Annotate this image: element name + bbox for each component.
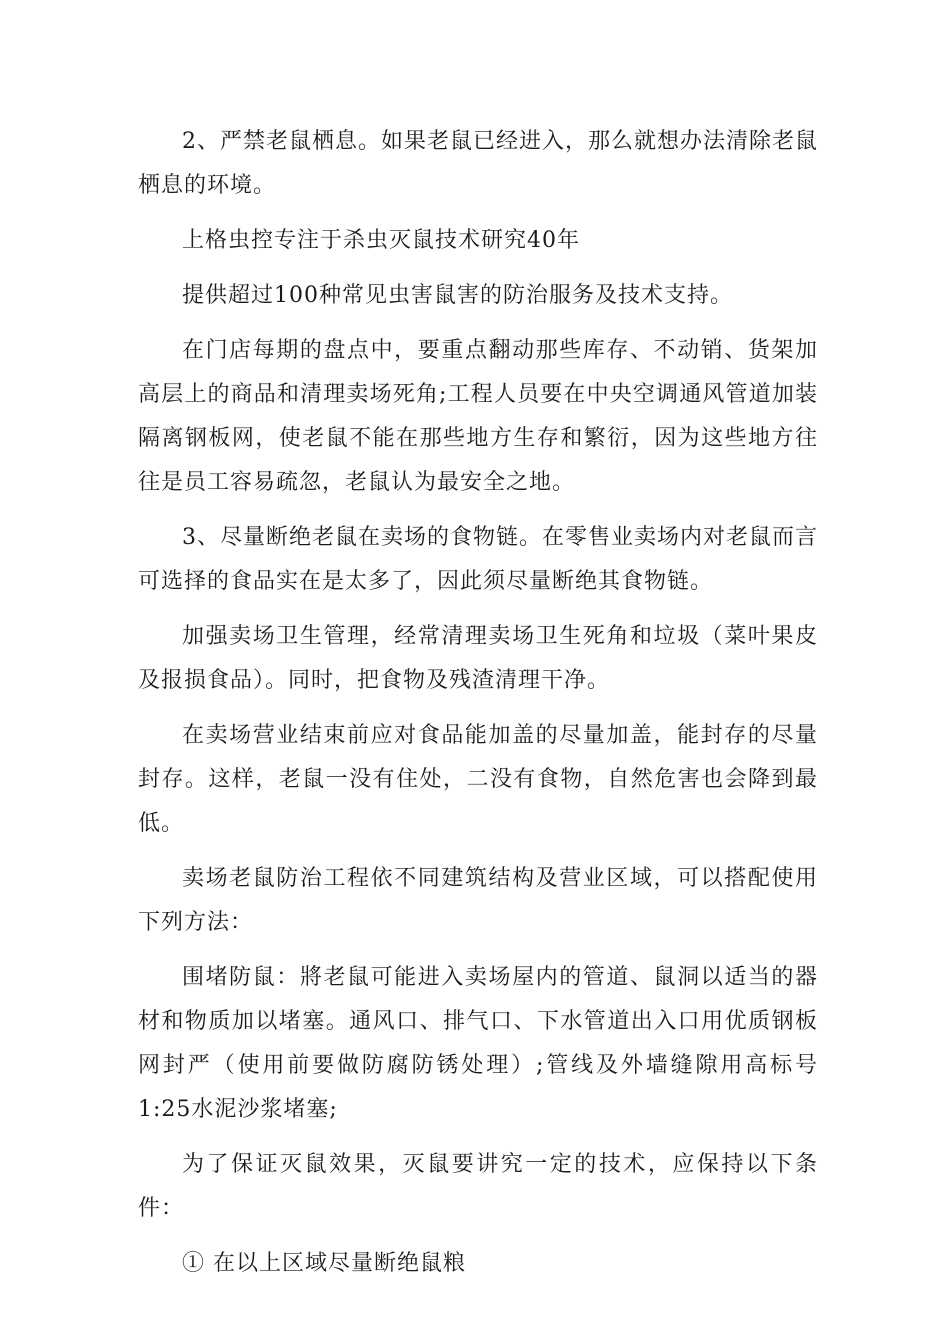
paragraph-8: 卖场老鼠防治工程依不同建筑结构及营业区域，可以搭配使用下列方法： [138,866,818,935]
paragraph-10: 为了保证灭鼠效果，灭鼠要讲究一定的技术，应保持以下条件： [138,1152,818,1221]
paragraph-1: 2、严禁老鼠栖息。如果老鼠已经进入，那么就想办法清除老鼠栖息的环境。 [138,129,818,198]
paragraph-6: 加强卖场卫生管理，经常清理卖场卫生死角和垃圾（菜叶果皮及报损食品）。同时，把食物及残渣清理干净。 [138,624,818,693]
paragraph-2: 上格虫控专注于杀虫灭鼠技术研究40年 [182,228,580,253]
document-body [138,120,818,1297]
paragraph-11: ① 在以上区域尽量断绝鼠粮 [182,1251,466,1276]
paragraph-9: 围堵防鼠：將老鼠可能进入卖场屋内的管道、鼠洞以适当的器材和物质加以堵塞。通风口、排气口、下水管道出入口用优质钢板网封严（使用前要做防腐防锈处理）;管线及外墙缝隙用高标号1:25水泥沙浆堵塞; [138,965,818,1122]
paragraph-5: 3、尽量断绝老鼠在卖场的食物链。在零售业卖场内对老鼠而言可选择的食品实在是太多了，因此须尽量断绝其食物链。 [138,525,818,594]
paragraph-3: 提供超过100种常见虫害鼠害的防治服务及技术支持。 [182,283,733,308]
paragraph-7: 在卖场营业结束前应对食品能加盖的尽量加盖，能封存的尽量封存。这样，老鼠一没有住处，二没有食物，自然危害也会降到最低。 [138,723,818,836]
paragraph-4: 在门店每期的盘点中，要重点翻动那些库存、不动销、货架加高层上的商品和清理卖场死角;工程人员要在中央空调通风管道加装隔离钢板网，使老鼠不能在那些地方生存和繁衍，因为这些地方往往是员工容易疏忽，老鼠认为最安全之地。 [138,338,818,495]
